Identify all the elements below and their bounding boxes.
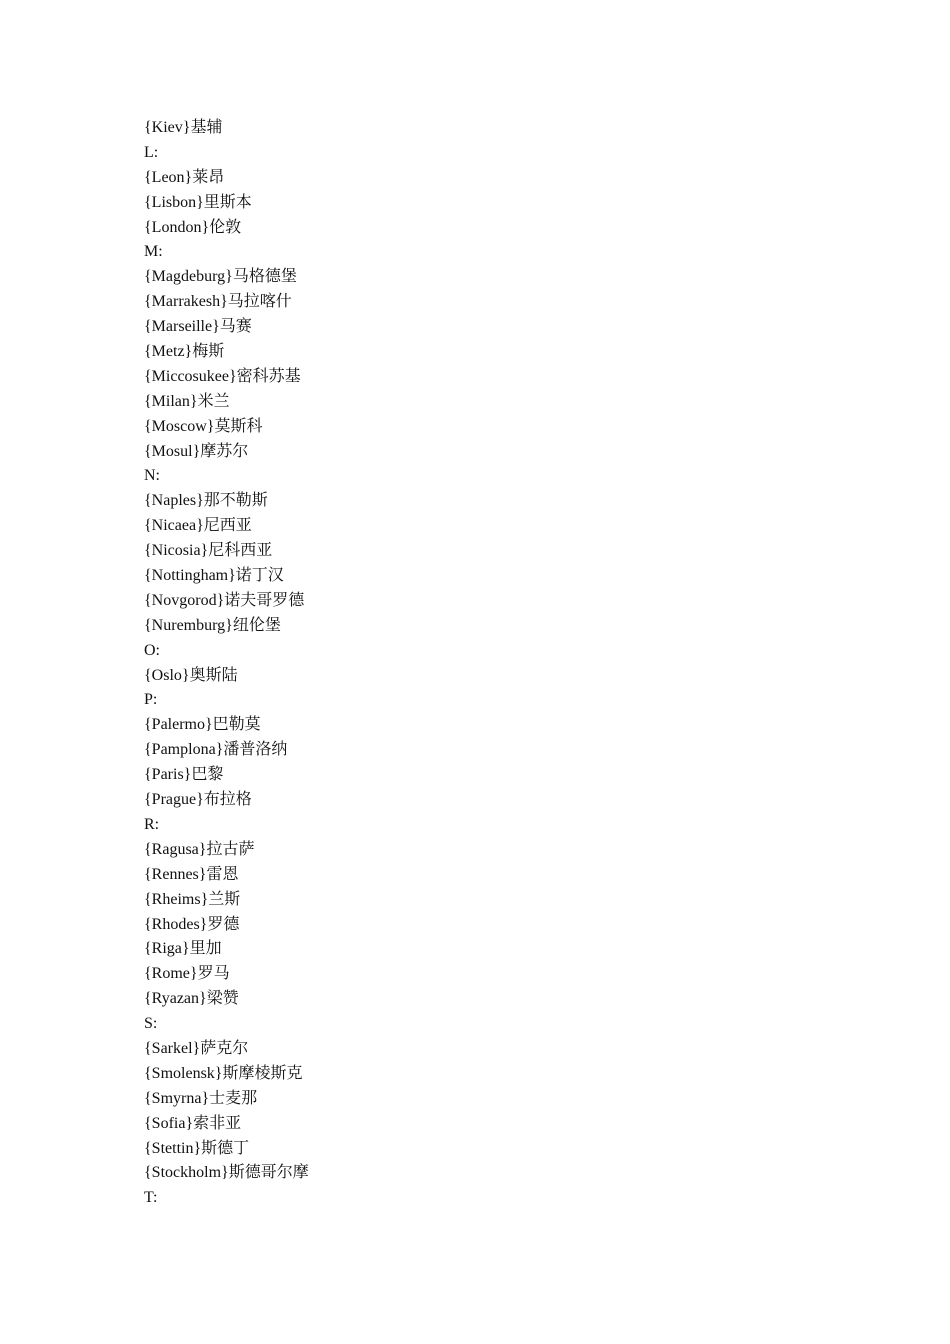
city-name-list — [144, 116, 844, 1211]
list-item: {Miccosukee}密科苏基 — [144, 367, 301, 385]
list-item: {Rhodes}罗德 — [144, 915, 240, 933]
list-item: {Marrakesh}马拉喀什 — [144, 293, 292, 311]
section-letter-heading: S: — [144, 1015, 158, 1033]
list-item: {Oslo}奥斯陆 — [144, 666, 238, 684]
list-item: {Riga}里加 — [144, 940, 222, 958]
list-item: {Ragusa}拉古萨 — [144, 840, 255, 858]
list-item: {Smyrna}士麦那 — [144, 1089, 258, 1107]
list-item: {Lisbon}里斯本 — [144, 193, 252, 211]
list-item: {Rome}罗马 — [144, 965, 230, 983]
list-item: {Magdeburg}马格德堡 — [144, 268, 297, 286]
list-item: {Ryazan}梁赞 — [144, 990, 239, 1008]
list-item: {Rheims}兰斯 — [144, 890, 241, 908]
list-item: {Paris}巴黎 — [144, 766, 224, 784]
section-letter-heading: M: — [144, 243, 163, 261]
list-item: {Nuremburg}纽伦堡 — [144, 616, 281, 634]
list-item: {Nottingham}诺丁汉 — [144, 567, 284, 585]
list-item: {Stettin}斯德丁 — [144, 1139, 250, 1157]
list-item: {Leon}莱昂 — [144, 168, 225, 186]
section-letter-heading: R: — [144, 815, 160, 833]
list-item: {Palermo}巴勒莫 — [144, 716, 261, 734]
list-item: {Rennes}雷恩 — [144, 865, 239, 883]
list-item: {Milan}米兰 — [144, 392, 230, 410]
list-item: {Sarkel}萨克尔 — [144, 1039, 249, 1057]
list-item: {Naples}那不勒斯 — [144, 492, 268, 510]
list-item: {Marseille}马赛 — [144, 318, 252, 336]
list-item: {Moscow}莫斯科 — [144, 417, 263, 435]
list-item: {Kiev}基辅 — [144, 119, 223, 136]
list-item: {Sofia}索非亚 — [144, 1114, 242, 1132]
list-item: {Pamplona}潘普洛纳 — [144, 741, 288, 759]
section-letter-heading: T: — [144, 1189, 158, 1207]
list-item: {Stockholm}斯德哥尔摩 — [144, 1164, 309, 1182]
list-item: {Mosul}摩苏尔 — [144, 442, 249, 460]
list-item: {Smolensk}斯摩棱斯克 — [144, 1064, 303, 1082]
section-letter-heading: O: — [144, 641, 160, 659]
list-item: {Nicaea}尼西亚 — [144, 517, 252, 535]
section-letter-heading: L: — [144, 143, 159, 161]
list-item: {London}伦敦 — [144, 218, 242, 236]
section-letter-heading: P: — [144, 691, 158, 709]
list-item: {Metz}梅斯 — [144, 343, 225, 361]
section-letter-heading: N: — [144, 467, 160, 485]
list-item: {Novgorod}诺夫哥罗德 — [144, 591, 305, 609]
list-item: {Nicosia}尼科西亚 — [144, 542, 273, 560]
list-item: {Prague}布拉格 — [144, 791, 252, 809]
